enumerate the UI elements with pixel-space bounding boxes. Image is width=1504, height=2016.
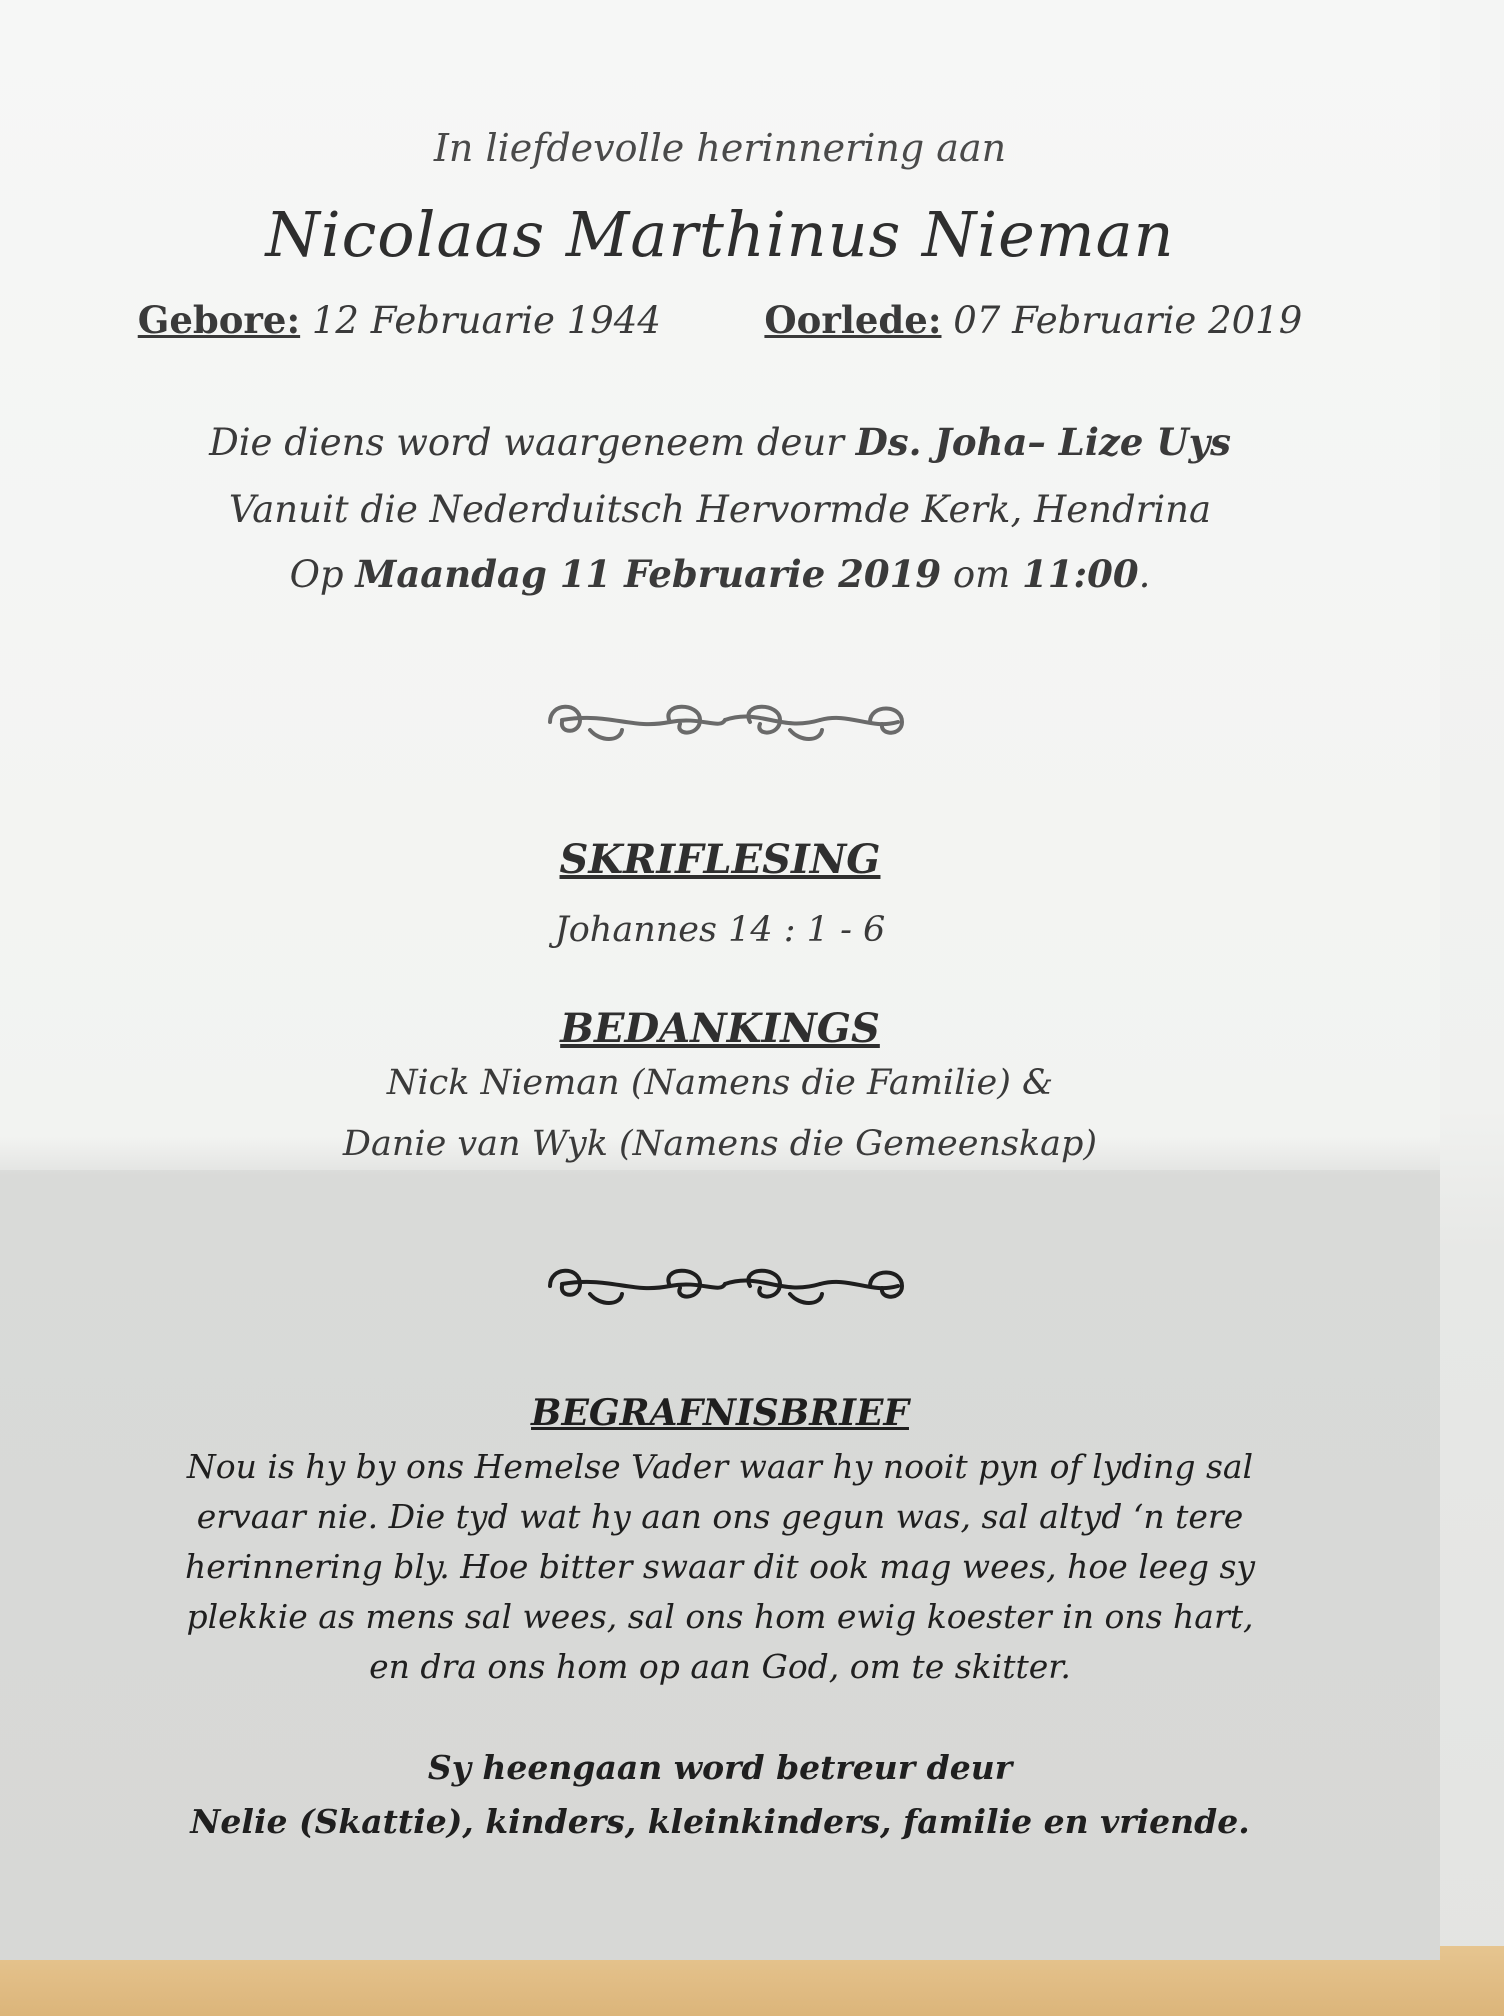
service-time-prefix: om: [941, 553, 1022, 596]
scripture-heading: SKRIFLESING: [559, 836, 881, 883]
service-officiant-line: [0, 420, 1440, 464]
born-date: 12 Februarie 1944: [311, 299, 661, 342]
letter-body: Nou is hy by ons Hemelse Vader waar hy nooit pyn of lyding sal ervaar nie. Die tyd wat hy aan ons gegun was, sal altyd ‘n tere herinnering bly. Hoe bitter swaar dit ook mag wees, hoe leeg sy plekkie as mens sal wees, sal ons hom ewig koester in ons hart, en dra ons hom op aan God, om te skitter.: [184, 1447, 1256, 1686]
born-label: Gebore:: [137, 298, 301, 342]
service-date-prefix: Op: [289, 553, 356, 596]
scripture-reference: Johannes 14 : 1 - 6: [554, 910, 886, 950]
service-time: 11:00: [1022, 552, 1139, 596]
died-date: 07 Februarie 2019: [953, 299, 1303, 342]
thanks-line-family: Nick Nieman (Namens die Familie) &: [386, 1063, 1054, 1103]
closing-line-2: Nelie (Skattie), kinders, kleinkinders, familie en vriende.: [190, 1802, 1250, 1841]
officiant-name: Ds. Joha– Lize Uys: [855, 420, 1231, 464]
service-end-punct: .: [1138, 553, 1151, 596]
died-label: Oorlede:: [764, 298, 942, 342]
flourish-ornament-icon: [530, 690, 920, 750]
intro-text: In liefdevolle herinnering aan: [433, 126, 1007, 170]
deceased-name: Nicolaas Marthinus Nieman: [265, 198, 1175, 271]
dates-line: [0, 298, 1440, 342]
thanks-heading: BEDANKINGS: [560, 1005, 880, 1052]
service-officiant-prefix: Die diens word waargeneem deur: [209, 421, 856, 464]
service-datetime-line: [0, 552, 1440, 596]
letter-heading: BEGRAFNISBRIEF: [531, 1392, 909, 1434]
closing-line-1: Sy heengaan word betreur deur: [427, 1748, 1013, 1787]
flourish-ornament-icon: [530, 1254, 920, 1314]
service-date: Maandag 11 Februarie 2019: [355, 552, 942, 596]
thanks-line-community: Danie van Wyk (Namens die Gemeenskap): [342, 1124, 1098, 1164]
service-venue-line: Vanuit die Nederduitsch Hervormde Kerk, Hendrina: [228, 488, 1212, 531]
